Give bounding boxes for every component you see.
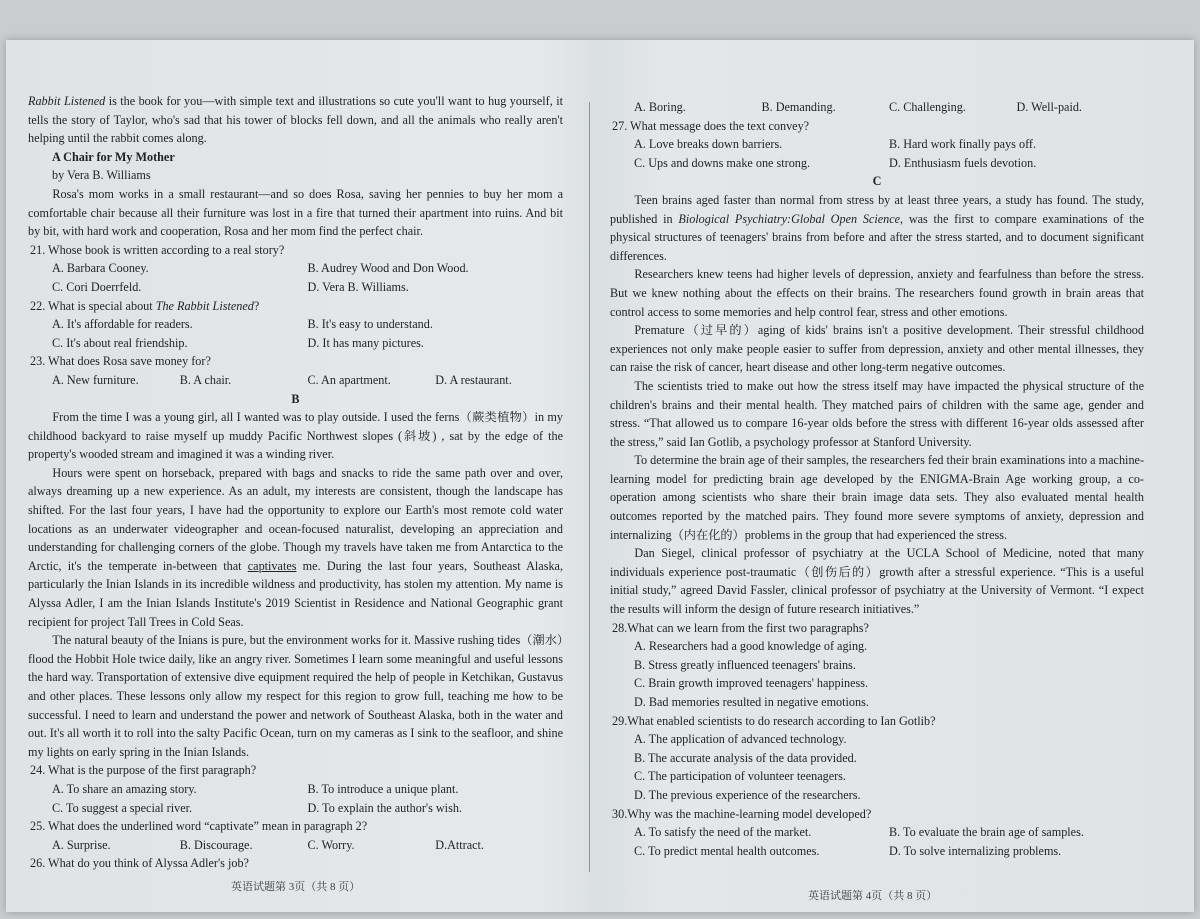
q25-option-d[interactable]: D.Attract. <box>435 837 484 852</box>
q30-option-c[interactable]: C. To predict mental health outcomes. <box>634 843 820 858</box>
q25-options <box>28 836 563 855</box>
section-c-heading: C <box>872 174 882 189</box>
q29-options <box>610 730 1144 804</box>
q25-option-a[interactable]: A. Surprise. <box>52 837 111 852</box>
page-footer-left: 英语试题第 3页（共 8 页） <box>231 881 361 893</box>
q26-option-c[interactable]: C. Challenging. <box>889 100 966 114</box>
q21-option-a[interactable]: A. Barbara Cooney. <box>52 261 149 276</box>
q24-options <box>28 780 563 817</box>
passage-b-paragraph-1: From the time I was a young girl, all I wanted was to play outside. I used the ferns（蕨类植物）in my childhood backyard to raise myself up muddy Pacific Northwest slopes (斜坡) , sat by the edge of the property's wooded stream and imagined it was a winding river. <box>28 410 563 462</box>
question-22 <box>28 297 563 316</box>
q27-option-b[interactable]: B. Hard work finally pays off. <box>889 137 1037 152</box>
q26-option-d[interactable]: D. Well-paid. <box>1016 100 1082 114</box>
section-b-heading: B <box>291 391 300 406</box>
book-title: A Chair for My Mother <box>52 149 175 164</box>
q27-option-c[interactable]: C. Ups and downs make one strong. <box>634 155 811 170</box>
underlined-word: captivates <box>247 558 297 573</box>
passage-b-paragraph-2 <box>28 464 563 631</box>
question-21: 21. Whose book is written according to a real story? <box>30 242 285 257</box>
q21-option-b[interactable]: B. Audrey Wood and Don Wood. <box>307 261 469 276</box>
q24-option-c[interactable]: C. To suggest a special river. <box>52 800 193 815</box>
book-description: Rosa's mom works in a small restaurant—and so does Rosa, saving her pennies to buy her mom a comfortable chair because all their furniture was lost in a fire that turned their apartment into ruins. And bit by bit, with hard work and cooperation, Rosa and her mom find the perfect chair. <box>28 186 563 239</box>
q27-option-a[interactable]: A. Love breaks down barriers. <box>634 137 783 152</box>
page-footer-right: 英语试题第 4页（共 8 页） <box>808 890 938 902</box>
q22-option-d[interactable]: D. It has many pictures. <box>307 335 424 350</box>
question-23: 23. What does Rosa save money for? <box>30 354 211 369</box>
q30-option-a[interactable]: A. To satisfy the need of the market. <box>634 825 812 840</box>
q23-option-a[interactable]: A. New furniture. <box>52 372 139 387</box>
q28-option-d[interactable]: D. Bad memories resulted in negative emotions. <box>634 695 869 709</box>
q29-option-c[interactable]: C. The participation of volunteer teenagers. <box>634 769 846 784</box>
intro-book-title: Rabbit Listened <box>28 94 106 108</box>
q22-option-b[interactable]: B. It's easy to understand. <box>307 317 433 332</box>
q21-option-d[interactable]: D. Vera B. Williams. <box>307 279 409 294</box>
q21-options <box>28 259 563 296</box>
q23-options <box>28 371 563 390</box>
q24-option-a[interactable]: A. To share an amazing story. <box>52 781 197 796</box>
question-25: 25. What does the underlined word “captivate” mean in paragraph 2? <box>30 819 368 834</box>
passage-c-paragraph-1 <box>610 191 1144 265</box>
journal-title: Biological Psychiatry:Global Open Science <box>678 211 901 226</box>
q28-option-b[interactable]: B. Stress greatly influenced teenagers' brains. <box>634 657 856 672</box>
c-p1-text-a: Teen brains aged faster than normal from stress by at least three years, a study has found. The study, published in <box>610 192 1144 226</box>
q21-option-c[interactable]: C. Cori Doerrfeld. <box>52 279 142 294</box>
q23-option-c[interactable]: C. An apartment. <box>307 372 391 387</box>
q29-option-a[interactable]: A. The application of advanced technology. <box>634 732 847 747</box>
q28-option-a[interactable]: A. Researchers had a good knowledge of aging. <box>634 639 868 654</box>
q22-stem-b: ? <box>253 298 260 313</box>
q22-options <box>28 315 563 352</box>
q24-option-b[interactable]: B. To introduce a unique plant. <box>307 781 459 796</box>
q26-options <box>610 98 1144 117</box>
c-p1-text-b: , was the first to compare examinations of the physical structures of teenagers' brains from before and after the stress started, and to document significant differences. <box>610 211 1145 263</box>
book-author: by Vera B. Williams <box>52 168 151 183</box>
passage-b-paragraph-3: The natural beauty of the Inians is pure, but the environment works for it. Massive rushing tides（潮水）flood the Hobbit Hole twice daily, like an angry river. Sometimes I learn some meaningful and useful lessons the hard way. Transportation of extensive dive equipment required the help of people in Ketchikan, Gustavus and other places. These lessons only allow my respect for this region to grow full, teaching me how to be successful. I need to learn and understand the power and network of Southeast Alaska, both in the water and out. It's all worth it to roll into the salty Pacific Ocean, turn on my cameras as I sink to the seafloor, and shine my lights on early spring in the Inian Islands. <box>28 633 563 759</box>
q27-options <box>610 135 1144 172</box>
q22-option-c[interactable]: C. It's about real friendship. <box>52 335 188 350</box>
intro-paragraph <box>28 92 563 148</box>
right-column <box>610 98 1144 860</box>
q23-option-b[interactable]: B. A chair. <box>179 372 232 387</box>
exam-sheet <box>6 40 1194 912</box>
passage-c-paragraph-2: Researchers knew teens had higher levels of depression, anxiety and fearfulness than before the stress. But we knew nothing about the effects on their brains. The researchers found growth in brain areas that control access to some memories and help control fear, stress and other emotions. <box>610 267 1144 319</box>
question-26: 26. What do you think of Alyssa Adler's job? <box>30 856 249 871</box>
b-p2-text-a: Hours were spent on horseback, prepared with bags and snacks to ride the same path over and over, always dreaming up a new experience. As an adult, my interests are consistent, though the landscape has shifted. For the last four years, I have had the opportunity to explore our Earth's most remote cold water locations as an underwater videographer and ocean-focused naturalist, developing an appreciation and understanding for challenging corners of the globe. Though my travels have taken me from Antarctica to the Arctic, it's the temperate in-between that <box>28 465 563 573</box>
passage-c-paragraph-3: Premature（过早的）aging of kids' brains isn't a positive development. Their stressful childhood experiences not only make people easier to suffer from depression, anxiety and other mental illnesses, they can raise the risk of cancer, heart disease and other long-term negative outcomes. <box>610 323 1144 375</box>
question-29: 29.What enabled scientists to do research according to Ian Gotlib? <box>612 713 936 728</box>
question-24: 24. What is the purpose of the first paragraph? <box>30 763 257 778</box>
q28-option-c[interactable]: C. Brain growth improved teenagers' happiness. <box>634 676 869 691</box>
q23-option-d[interactable]: D. A restaurant. <box>435 372 512 387</box>
q30-options <box>610 823 1144 860</box>
q27-option-d[interactable]: D. Enthusiasm fuels devotion. <box>889 155 1037 170</box>
q22-stem-a: 22. What is special about <box>30 298 156 313</box>
passage-c-paragraph-4: The scientists tried to make out how the stress itself may have impacted the physical structure of the children's brains and their mental health. They matched pairs of children with the same age, gender and stress. “That allowed us to compare 16-year olds before the stress with different 16-year olds assessed after the stress,” said Ian Gotlib, a psychology professor at Stanford University. <box>610 378 1144 449</box>
passage-c-paragraph-6: Dan Siegel, clinical professor of psychiatry at the UCLA School of Medicine, noted that many individuals experience post-traumatic（创伤后的）growth after a stressful experience. “This is a useful initial study,” agreed David Fassler, clinical professor of psychiatry at the University of Vermont. “I expect the results will inform the design of future research initiatives.” <box>610 546 1144 617</box>
q22-stem-title: The Rabbit Listened <box>155 298 254 313</box>
q28-options <box>610 637 1144 711</box>
passage-c-paragraph-5: To determine the brain age of their samples, the researchers fed their brain examinations into a machine-learning model for predicting brain age developed by the ENIGMA-Brain Age working group, a co-operation among scientists who share their brain image data sets. They also evaluated mental health outcomes reported by the matched pairs. They found more severe symptoms of anxiety, depression and internalizing（内在化的）problems in the group that had experienced the stress. <box>610 453 1144 542</box>
q25-option-b[interactable]: B. Discourage. <box>179 837 253 852</box>
left-column <box>28 92 563 873</box>
question-27: 27. What message does the text convey? <box>612 118 810 133</box>
q24-option-d[interactable]: D. To explain the author's wish. <box>307 800 462 815</box>
b-p2-text-b: me. During the last four years, Southeast Alaska, particularly the Inian Islands in its incredible wildness and productivity, has stolen my attention. My name is Alyssa Adler, I am the Inian Islands Institute's 2019 Scientist in Residence and National Geographic grant recipient for project Tall Trees in Cold Seas. <box>28 558 564 629</box>
q22-option-a[interactable]: A. It's affordable for readers. <box>52 317 193 332</box>
question-28: 28.What can we learn from the first two paragraphs? <box>612 620 869 635</box>
q26-option-b[interactable]: B. Demanding. <box>761 100 836 114</box>
q29-option-d[interactable]: D. The previous experience of the researchers. <box>634 787 861 802</box>
intro-text: is the book for you—with simple text and illustrations so cute you'll want to hug yourself, it tells the story of Taylor, who's sad that his tower of blocks fell down, and all the animals who really aren't helping until the rabbit comes along. <box>28 94 563 146</box>
column-divider <box>589 102 590 872</box>
q25-option-c[interactable]: C. Worry. <box>307 837 355 852</box>
q30-option-b[interactable]: B. To evaluate the brain age of samples. <box>889 825 1084 840</box>
q26-option-a[interactable]: A. Boring. <box>634 100 686 114</box>
q30-option-d[interactable]: D. To solve internalizing problems. <box>889 843 1062 858</box>
question-30: 30.Why was the machine-learning model developed? <box>612 806 872 821</box>
q29-option-b[interactable]: B. The accurate analysis of the data provided. <box>634 750 857 765</box>
